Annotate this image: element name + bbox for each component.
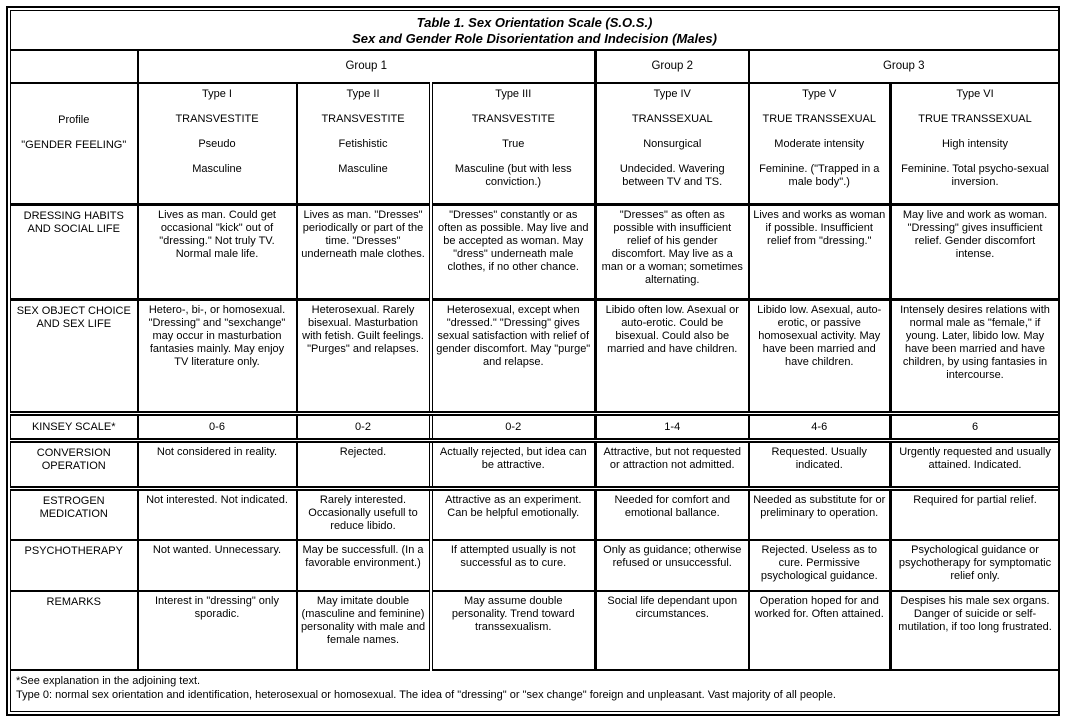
- profile-label-line1: Profile: [58, 114, 90, 126]
- dressing-cell-6: May live and work as woman. "Dressing" gives insufficient relief. Gender discomfort intense.: [891, 205, 1059, 300]
- sex-object-cell-4: Libido often low. Asexual or auto-erotic. Could be bisexual. Could also be married and have children.: [596, 300, 749, 414]
- psychotherapy-cell-4: Only as guidance; otherwise refused or unsuccessful.: [596, 540, 749, 591]
- row-label-sex-object: SEX OBJECT CHOICE AND SEX LIFE: [11, 300, 138, 414]
- remarks-cell-1: Interest in "dressing" only sporadic.: [138, 591, 297, 670]
- profile-row: [11, 83, 1059, 205]
- remarks-row: [11, 591, 1059, 670]
- psychotherapy-cell-5: Rejected. Useless as to cure. Permissive psychological guidance.: [749, 540, 891, 591]
- dressing-cell-2: Lives as man. "Dresses" periodically or part of the time. "Dresses" underneath male clothes.: [297, 205, 431, 300]
- row-label-conversion-operation: CONVERSION OPERATION: [11, 441, 138, 489]
- sex-object-cell-5: Libido low. Asexual, auto-erotic, or passive homosexual activity. May have been married and have children.: [749, 300, 891, 414]
- profile-cell-type-3: [431, 83, 596, 205]
- psychotherapy-row: [11, 540, 1059, 591]
- psychotherapy-cell-2: May be successfull. (In a favorable environment.): [297, 540, 431, 591]
- type-label: Type III: [495, 88, 532, 100]
- type-name: TRUE TRANSSEXUAL: [762, 113, 876, 125]
- kinsey-cell-3: 0-2: [431, 414, 596, 441]
- table-frame: [6, 6, 1060, 716]
- estrogen-cell-1: Not interested. Not indicated.: [138, 489, 297, 540]
- type-label: Type VI: [956, 88, 994, 100]
- type-name: TRANSVESTITE: [175, 113, 259, 125]
- table-title: [11, 11, 1059, 51]
- footnote-type0: Type 0: normal sex orientation and identification, heterosexual or homosexual. The idea of "dressing" or "sex change" foreign and unpleasant. Vast majority of all people.: [16, 688, 836, 701]
- type-feeling: Undecided. Wavering between TV and TS.: [619, 163, 725, 188]
- type-subtype: Fetishistic: [338, 138, 388, 150]
- kinsey-cell-1: 0-6: [138, 414, 297, 441]
- estrogen-cell-4: Needed for comfort and emotional ballance.: [596, 489, 749, 540]
- type-subtype: Nonsurgical: [643, 138, 702, 150]
- sex-object-cell-2: Heterosexual. Rarely bisexual. Masturbation with fetish. Guilt feelings. "Purges" and relapses.: [297, 300, 431, 414]
- row-label-dressing-habits: DRESSING HABITS AND SOCIAL LIFE: [11, 205, 138, 300]
- conversion-cell-6: Urgently requested and usually attained. Indicated.: [891, 441, 1059, 489]
- estrogen-cell-2: Rarely interested. Occasionally usefull to reduce libido.: [297, 489, 431, 540]
- estrogen-medication-row: [11, 489, 1059, 540]
- kinsey-cell-2: 0-2: [297, 414, 431, 441]
- dressing-cell-3: "Dresses" constantly or as often as possible. May live and be accepted as woman. May "dress" underneath male clothes, if no other chance.: [431, 205, 596, 300]
- type-label: Type V: [802, 88, 837, 100]
- group-2-header: Group 2: [596, 50, 749, 83]
- sex-orientation-scale-table: [10, 10, 1059, 712]
- dressing-cell-5: Lives and works as woman if possible. Insufficient relief from "dressing.": [749, 205, 891, 300]
- group-header-empty-cell: [11, 50, 138, 83]
- footnotes: [11, 670, 1059, 712]
- dressing-cell-1: Lives as man. Could get occasional "kick" out of "dressing." Not truly TV. Normal male life.: [138, 205, 297, 300]
- type-name: TRANSVESTITE: [321, 113, 405, 125]
- type-name: TRANSSEXUAL: [631, 113, 713, 125]
- type-feeling: Masculine: [338, 163, 388, 175]
- psychotherapy-cell-6: Psychological guidance or psychotherapy for symptomatic relief only.: [891, 540, 1059, 591]
- remarks-cell-2: May imitate double (masculine and feminine) personality with male and female names.: [297, 591, 431, 670]
- group-3-header: Group 3: [749, 50, 1059, 83]
- remarks-cell-6: Despises his male sex organs. Danger of suicide or self-mutilation, if too long frustrated.: [891, 591, 1059, 670]
- type-feeling: Feminine. ("Trapped in a male body".): [759, 163, 880, 188]
- remarks-cell-3: May assume double personality. Trend toward transsexualism.: [431, 591, 596, 670]
- profile-cell-type-5: [749, 83, 891, 205]
- group-header-row: [11, 50, 1059, 83]
- type-label: Type IV: [653, 88, 691, 100]
- type-label: Type I: [202, 88, 232, 100]
- conversion-cell-1: Not considered in reality.: [138, 441, 297, 489]
- group-1-header: Group 1: [138, 50, 596, 83]
- type-name: TRUE TRANSSEXUAL: [918, 113, 1032, 125]
- type-subtype: Pseudo: [198, 138, 236, 150]
- psychotherapy-cell-3: If attempted usually is not successful as to cure.: [431, 540, 596, 591]
- profile-row-label: [11, 83, 138, 205]
- sex-object-row: [11, 300, 1059, 414]
- footnotes-row: [11, 670, 1059, 712]
- dressing-cell-4: "Dresses" as often as possible with insufficient relief of his gender discomfort. May live as a man or a woman; sometimes alternating.: [596, 205, 749, 300]
- conversion-cell-5: Requested. Usually indicated.: [749, 441, 891, 489]
- type-subtype: True: [502, 138, 525, 150]
- remarks-cell-5: Operation hoped for and worked for. Often attained.: [749, 591, 891, 670]
- type-label: Type II: [346, 88, 380, 100]
- estrogen-cell-6: Required for partial relief.: [891, 489, 1059, 540]
- footnote-asterisk: *See explanation in the adjoining text.: [16, 674, 201, 687]
- sex-object-cell-6: Intensely desires relations with normal male as "female," if young. Later, libido low. May have been married and have children, by using fantasies in intercourse.: [891, 300, 1059, 414]
- title-row: [11, 11, 1059, 51]
- kinsey-cell-4: 1-4: [596, 414, 749, 441]
- profile-cell-type-6: [891, 83, 1059, 205]
- kinsey-cell-5: 4-6: [749, 414, 891, 441]
- type-feeling: Masculine (but with less conviction.): [454, 163, 572, 188]
- kinsey-scale-row: [11, 414, 1059, 441]
- type-feeling: Masculine: [192, 163, 242, 175]
- conversion-cell-4: Attractive, but not requested or attraction not admitted.: [596, 441, 749, 489]
- estrogen-cell-3: Attractive as an experiment. Can be helpful emotionally.: [431, 489, 596, 540]
- sex-object-cell-3: Heterosexual, except when "dressed." "Dressing" gives sexual satisfaction with relief of gender discomfort. May "purge" and relapse.: [431, 300, 596, 414]
- row-label-kinsey-scale: KINSEY SCALE*: [11, 414, 138, 441]
- row-label-remarks: REMARKS: [11, 591, 138, 670]
- type-subtype: High intensity: [941, 138, 1009, 150]
- conversion-cell-2: Rejected.: [297, 441, 431, 489]
- kinsey-cell-6: 6: [891, 414, 1059, 441]
- sex-object-cell-1: Hetero-, bi-, or homosexual. "Dressing" and "sexchange" may occur in masturbation fantasies mainly. May enjoy TV literature only.: [138, 300, 297, 414]
- profile-cell-type-4: [596, 83, 749, 205]
- profile-cell-type-1: [138, 83, 297, 205]
- psychotherapy-cell-1: Not wanted. Unnecessary.: [138, 540, 297, 591]
- row-label-estrogen-medication: ESTROGEN MEDICATION: [11, 489, 138, 540]
- type-name: TRANSVESTITE: [471, 113, 555, 125]
- conversion-cell-3: Actually rejected, but idea can be attractive.: [431, 441, 596, 489]
- profile-cell-type-2: [297, 83, 431, 205]
- profile-label-line2: "GENDER FEELING": [21, 139, 127, 151]
- remarks-cell-4: Social life dependant upon circumstances.: [596, 591, 749, 670]
- estrogen-cell-5: Needed as substitute for or preliminary to operation.: [749, 489, 891, 540]
- table-title-line1: Table 1. Sex Orientation Scale (S.O.S.): [416, 15, 653, 30]
- type-feeling: Feminine. Total psycho-sexual inversion.: [901, 163, 1049, 188]
- dressing-habits-row: [11, 205, 1059, 300]
- row-label-psychotherapy: PSYCHOTHERAPY: [11, 540, 138, 591]
- type-subtype: Moderate intensity: [774, 138, 865, 150]
- table-title-line2: Sex and Gender Role Disorientation and Indecision (Males): [352, 31, 717, 46]
- conversion-operation-row: [11, 441, 1059, 489]
